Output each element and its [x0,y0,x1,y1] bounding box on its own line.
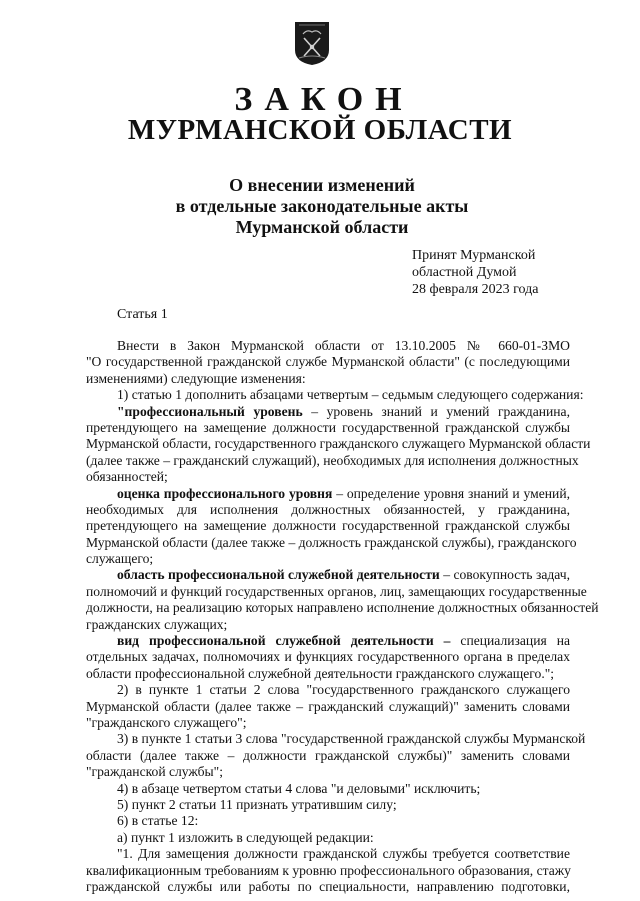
body-line: 4) в абзаце четвертом статьи 4 слова "и деловыми" исключить; [117,780,481,796]
body-line [86,567,570,583]
adoption-date: 28 февраля 2023 года [412,282,539,297]
defined-term: область профессиональной служебной деятельности [117,567,440,583]
article-heading: Статья 1 [117,307,168,322]
body-line: 5) пункт 2 статьи 11 признать утратившим силу; [117,796,397,812]
body-line: "О государственной гражданской службе Мурманской области" (с последующими [86,354,570,370]
law-title: ЗАКОН [234,81,414,118]
body-line: 6) в статье 12: [117,813,199,829]
body-line: претендующего на замещение должности государственной гражданской службы [86,419,570,435]
body-line: "1. Для замещения должности гражданской службы требуется соответствие [117,846,570,862]
body-line: претендующего на замещение должности государственной гражданской службы [86,518,570,534]
body-line: служащего; [86,551,154,567]
body-line [86,404,570,420]
adoption-line: областной Думой [412,265,517,280]
subject-line: Мурманской области [235,217,409,237]
body-line: 2) в пункте 1 статьи 2 слова "государственного гражданского служащего [117,682,570,698]
body-line: Мурманской области, государственного гражданского служащего Мурманской области [86,436,591,452]
body-line: Внести в Закон Мурманской области от 13.10.2005 № 660-01-ЗМО [117,338,570,353]
body-line-rest: – определение уровня знаний и умений, [332,485,571,501]
body-line-rest: специализация на [450,633,571,649]
law-region-title: МУРМАНСКОЙ ОБЛАСТИ [127,114,513,146]
body-line [86,486,570,502]
law-body [86,338,599,895]
adoption-note [412,247,539,298]
body-line: обязанностей; [86,469,168,485]
body-line: Мурманской области (далее также – гражданский служащий)" заменить словами [86,698,570,714]
body-line: (далее также – гражданский служащий), необходимых для исполнения должностных [86,452,579,468]
body-line: изменениями) следующие изменения: [86,370,306,386]
defined-term: оценка профессионального уровня [117,485,333,501]
subject-line: О внесении изменений [229,175,415,195]
defined-term: "профессиональный уровень [117,403,303,419]
body-line: необходимых для исполнения должностных обязанностей, у гражданина, [86,501,570,517]
body-line-rest: – уровень знаний и умений гражданина, [302,403,570,419]
body-line: квалификационным требованиям к уровню профессионального образования, стажу [86,862,571,878]
body-line: области профессиональной служебной деятельности гражданского служащего."; [86,665,555,681]
body-line: должности, на реализацию которых направлено исполнение должностных обязанностей [86,600,599,616]
body-line: "гражданского служащего"; [86,714,247,730]
body-line: гражданских служащих; [86,616,228,632]
body-line: а) пункт 1 изложить в следующей редакции: [117,829,374,845]
body-line: гражданской службы или работы по специальности, направлению подготовки, [86,878,570,894]
body-line: 1) статью 1 дополнить абзацами четвертым – седьмым следующего содержания: [117,387,584,403]
body-line: Мурманской области (далее также – должность гражданской службы), гражданского [86,534,577,550]
body-line: 3) в пункте 1 статьи 3 слова "государственной гражданской службы Мурманской [117,731,586,747]
body-line: области (далее также – должности гражданской службы)" заменить словами [86,747,570,763]
body-line [86,633,570,649]
coat-of-arms-icon [293,20,331,66]
body-line-rest: – совокупность задач, [439,567,570,583]
defined-term: вид профессиональной служебной деятельности – [117,633,451,649]
body-line: полномочий и функций государственных органов, лиц, замещающих государственные [86,583,587,599]
adoption-line: Принят Мурманской [412,248,536,263]
body-line: "гражданской службы"; [86,764,224,780]
subject-line: в отдельные законодательные акты [175,196,469,216]
coat-of-arms-shield-icon [293,20,331,66]
law-subject [0,175,640,238]
body-line: отдельных задачах, полномочиях и функциях государственного органа в пределах [86,649,570,665]
